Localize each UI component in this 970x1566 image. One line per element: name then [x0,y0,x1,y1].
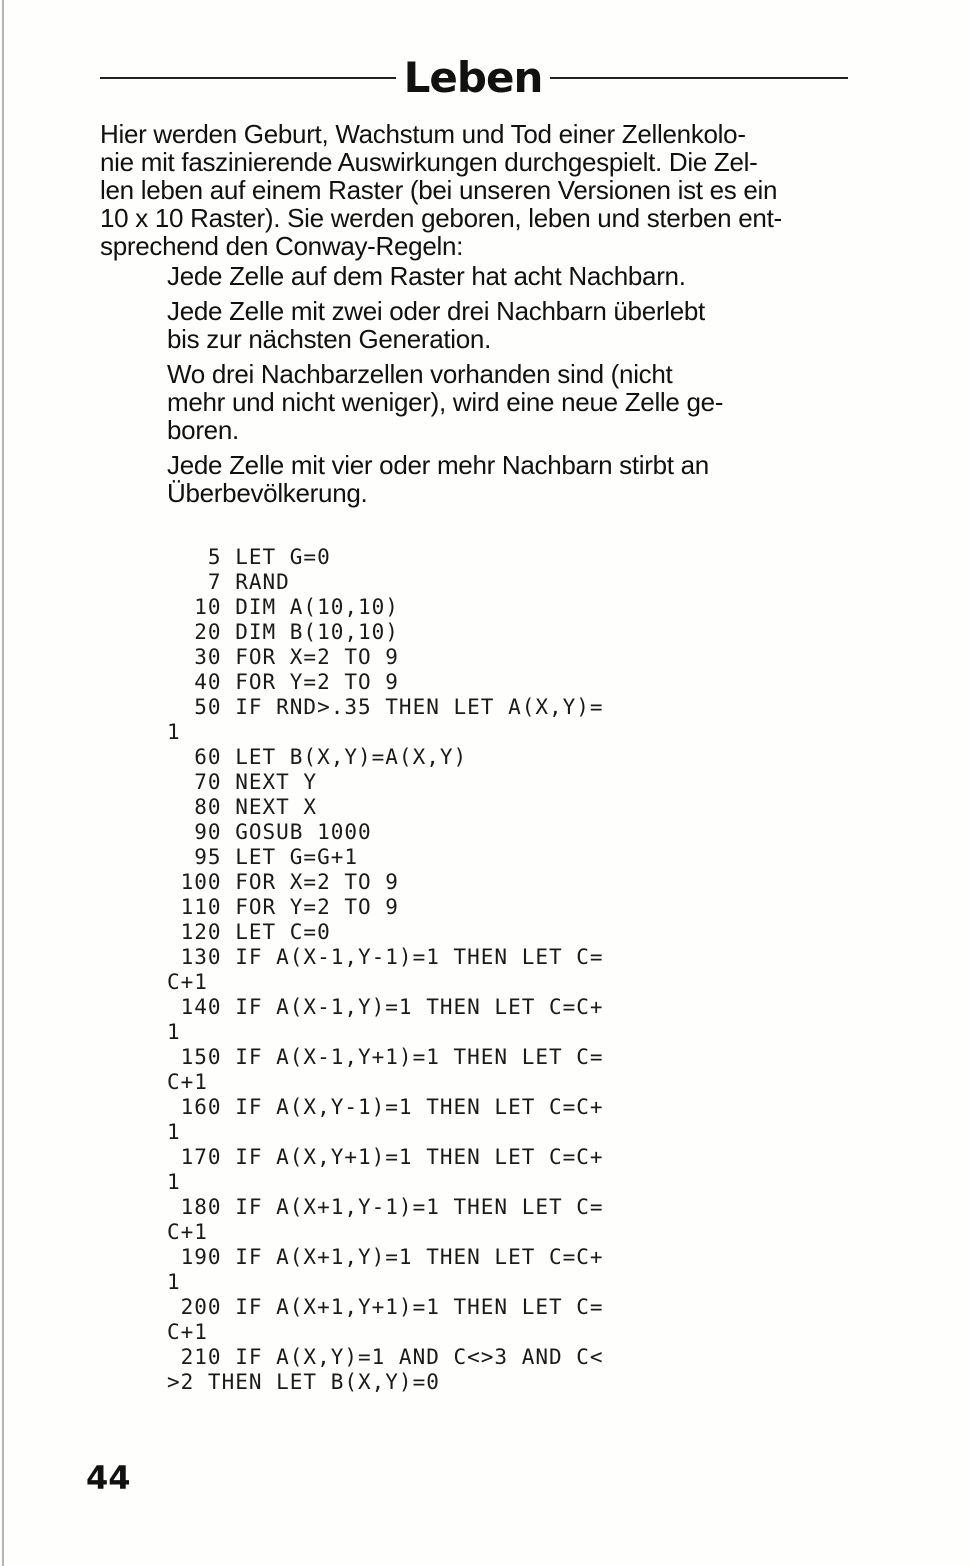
code-line: 1 [167,1120,181,1144]
code-line: 130 IF A(X-1,Y-1)=1 THEN LET C= [167,945,604,969]
code-line: 160 IF A(X,Y-1)=1 THEN LET C=C+ [167,1095,604,1119]
rule-line: Jede Zelle mit vier oder mehr Nachbarn stirbt an [167,450,709,480]
code-line: 70 NEXT Y [167,770,318,794]
code-line: 60 LET B(X,Y)=A(X,Y) [167,745,468,769]
code-line: 7 RAND [167,570,290,594]
code-line: 180 IF A(X+1,Y-1)=1 THEN LET C= [167,1195,604,1219]
basic-program-listing [167,545,867,1395]
intro-line: nie mit faszinierende Auswirkungen durchgespielt. Die Zel- [100,147,758,177]
rule-line: Jede Zelle mit zwei oder drei Nachbarn überlebt [167,296,705,326]
rule-item [167,297,857,353]
rule-item [167,360,857,444]
rule-line: bis zur nächsten Generation. [167,324,492,354]
code-line: 190 IF A(X+1,Y)=1 THEN LET C=C+ [167,1245,604,1269]
rule-item [167,451,857,507]
intro-line: sprechend den Conway-Regeln: [100,231,464,261]
rule-line: boren. [167,415,239,445]
code-line: 1 [167,1020,181,1044]
intro-paragraph [100,120,850,260]
rule-line: Überbevölkerung. [167,478,368,508]
code-line: 40 FOR Y=2 TO 9 [167,670,399,694]
title-row [100,50,848,106]
intro-line: Hier werden Geburt, Wachstum und Tod einer Zellenkolo- [100,119,746,149]
page-title: Leben [403,53,543,102]
code-line: C+1 [167,970,208,994]
code-line: 200 IF A(X+1,Y+1)=1 THEN LET C= [167,1295,604,1319]
code-line: 100 FOR X=2 TO 9 [167,870,399,894]
code-line: C+1 [167,1070,208,1094]
rule-item [167,262,857,290]
rule-line: Wo drei Nachbarzellen vorhanden sind (nicht [167,359,673,389]
code-line: 10 DIM A(10,10) [167,595,399,619]
page-number: 44 [86,1459,131,1497]
code-line: C+1 [167,1220,208,1244]
code-line: 95 LET G=G+1 [167,845,359,869]
code-line: 20 DIM B(10,10) [167,620,399,644]
code-line: 170 IF A(X,Y+1)=1 THEN LET C=C+ [167,1145,604,1169]
code-line: 210 IF A(X,Y)=1 AND C<>3 AND C< [167,1345,604,1369]
code-line: 80 NEXT X [167,795,318,819]
code-line: 5 LET G=0 [167,545,331,569]
code-line: 90 GOSUB 1000 [167,820,372,844]
code-line: C+1 [167,1320,208,1344]
page-edge [2,0,4,1566]
intro-line: 10 x 10 Raster). Sie werden geboren, leben und sterben ent- [100,203,782,233]
code-line: 1 [167,1170,181,1194]
code-line: 120 LET C=0 [167,920,331,944]
code-line: 110 FOR Y=2 TO 9 [167,895,399,919]
intro-line: len leben auf einem Raster (bei unseren Versionen ist es ein [100,175,778,205]
code-line: 140 IF A(X-1,Y)=1 THEN LET C=C+ [167,995,604,1019]
code-line: 30 FOR X=2 TO 9 [167,645,399,669]
title-rule-left [100,77,396,79]
conway-rules [167,262,857,514]
code-line: 150 IF A(X-1,Y+1)=1 THEN LET C= [167,1045,604,1069]
rule-line: Jede Zelle auf dem Raster hat acht Nachbarn. [167,261,686,291]
code-line: 1 [167,1270,181,1294]
rule-line: mehr und nicht weniger), wird eine neue Zelle ge- [167,387,724,417]
code-line: 50 IF RND>.35 THEN LET A(X,Y)= [167,695,604,719]
code-line: >2 THEN LET B(X,Y)=0 [167,1370,440,1394]
title-rule-right [550,77,848,79]
code-line: 1 [167,720,181,744]
